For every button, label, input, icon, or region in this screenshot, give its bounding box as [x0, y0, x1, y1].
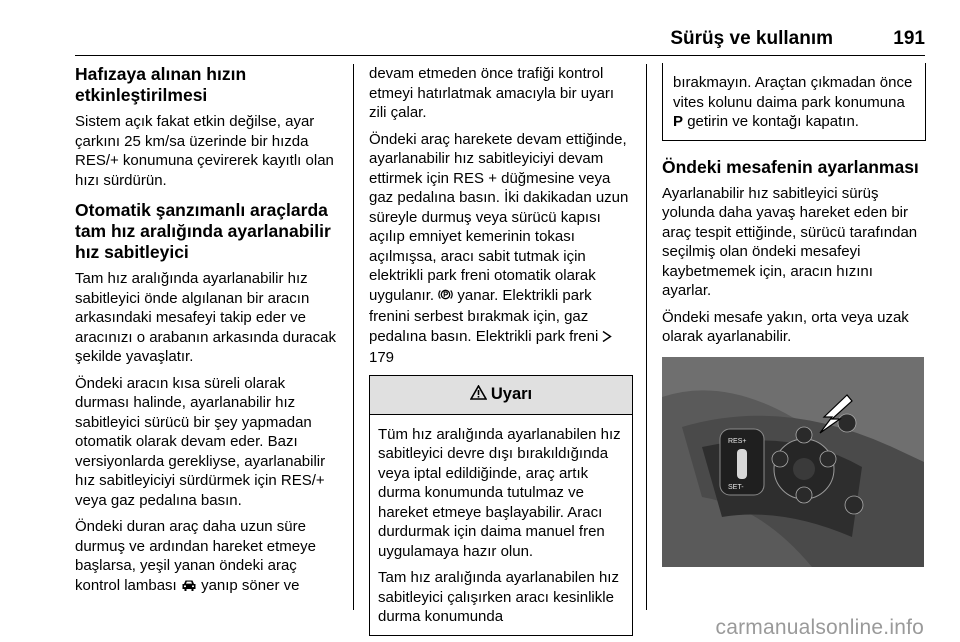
page-header	[75, 28, 925, 54]
warning-title: Uyarı	[490, 385, 533, 403]
vehicle-ahead-icon	[181, 578, 197, 598]
paragraph: Tam hız aralığında ayarlanabilir hız sabitleyici önde algılanan bir aracın arkasındaki mesafeyi takip eder ve aracınızı o arabanın arkasında duracak şekilde yavaşlatır.	[75, 270, 336, 365]
steering-wheel-illustration	[662, 357, 924, 567]
header-rule	[75, 55, 925, 56]
page-reference[interactable]: 179	[369, 349, 395, 366]
text-run: getirin ve kontağı kapatın.	[687, 113, 859, 130]
text-run: Öndeki araç harekete devam ettiğinde, ayarlanabilir hız sabitleyiciyi devam ettirmek için RES + düğmesine veya gaz pedalına basın. İki dakikadan uzun süreyle durmuş veya sürücü kapısı açılıp emniyet kemerinin tokası açılmışsa, aracı sabit tutmak için elektrikli park freni otomatik olarak uygulanır.	[369, 130, 629, 304]
warning-header	[370, 376, 632, 415]
res-button-label: RES+	[728, 437, 747, 445]
heading-following-distance: Öndeki mesafenin ayarlanması	[662, 156, 919, 177]
text-run: yanar. Elektrikli park frenini serbest bırakmak için, gaz pedalına basın. Elektrikli park freni	[369, 286, 599, 345]
warning-paragraph: Tam hız aralığında ayarlanabilen hız sabitleyici çalışırken aracı kesinlikle durma konumunda	[378, 569, 619, 625]
paragraph	[75, 517, 341, 597]
warning-box	[369, 375, 633, 636]
warning-paragraph: Tüm hız aralığında ayarlanabilen hız sabitleyici devre dışı bırakıldığında veya iptal edildiğinde, araç artık durma konumunda tutulmaz ve hareket etmeye başlayabilir. Aracı durdurmak için daima manuel fren uygulamaya hazır olun.	[378, 425, 621, 560]
header-title: Sürüş ve kullanım	[670, 28, 833, 49]
warning-paragraph	[673, 73, 915, 132]
warning-box-continued	[662, 63, 926, 141]
paragraph: Ayarlanabilir hız sabitleyici sürüş yolunda daha yavaş hareket eden bir araç tespit ettiğinde, sürücü tarafından seçilmiş olan öndeki mesafeyi kaybetmemek için, aracın hızını ayarlar.	[662, 184, 918, 299]
page-number: 191	[893, 28, 925, 49]
text-run: bırakmayın. Araçtan çıkmadan önce vites kolunu daima park konumuna	[673, 74, 913, 111]
column-2	[369, 64, 631, 636]
column-1	[75, 64, 341, 604]
watermark: carmanualsonline.info	[715, 616, 924, 639]
paragraph	[369, 130, 631, 368]
warning-triangle-icon	[470, 385, 487, 405]
text-run: Öndeki duran araç daha uzun süre durmuş ve ardından hareket etmeye başlarsa, yeşil yanan öndeki araç kontrol lambası	[75, 518, 316, 594]
text-run: yanıp söner ve	[201, 576, 300, 594]
column-3	[662, 64, 926, 567]
parking-brake-icon	[438, 287, 453, 308]
paragraph: Sistem açık fakat etkin değilse, ayar çarkını 25 km/sa üzerinde bir hızda RES/+ konumuna çevirerek kayıtlı olan hızı sürdürün.	[75, 113, 334, 189]
column-divider-1	[353, 64, 354, 610]
paragraph: Öndeki aracın kısa süreli olarak durması halinde, ayarlanabilir hız sabitleyici sürücü bir şey yapmadan otomatik olarak devam eder. Bazı versiyonlarda gerekliyse, ayarlanabilir hız sabitleyiciyi sürdürmek için RES/+ veya gaz pedalına basın.	[75, 374, 326, 509]
heading-automatic-transmission: Otomatik şanzımanlı araçlarda tam hız aralığında ayarlanabilir hız sabitleyici	[75, 200, 331, 262]
heading-memory-speed: Hafızaya alınan hızın etkinleştirilmesi	[75, 64, 247, 105]
paragraph: Öndeki mesafe yakın, orta veya uzak olarak ayarlanabilir.	[662, 308, 909, 345]
page-reference-icon	[602, 329, 612, 349]
steering-wheel-figure	[662, 357, 924, 567]
column-divider-2	[646, 64, 647, 610]
park-position-label: P	[673, 113, 684, 130]
paragraph: devam etmeden önce trafiği kontrol etmeyi hatırlatmak amacıyla bir uyarı zili çalar.	[369, 65, 615, 121]
set-button-label: SET-	[728, 483, 744, 491]
warning-body	[370, 415, 632, 635]
